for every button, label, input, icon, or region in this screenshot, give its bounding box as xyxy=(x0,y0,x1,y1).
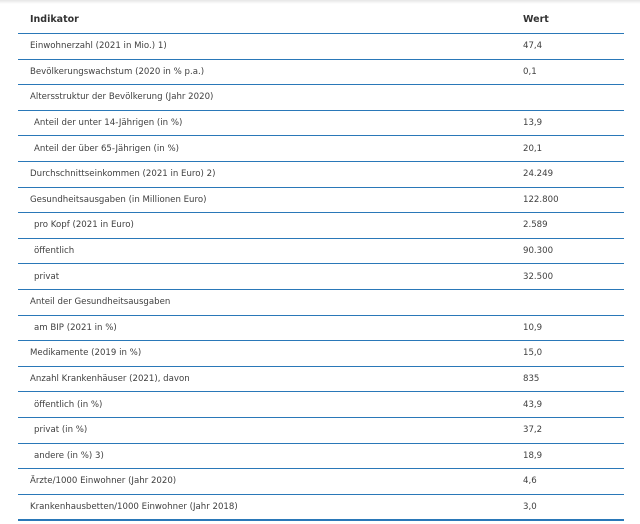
table-row xyxy=(18,85,624,111)
row-value: 37,2 xyxy=(523,425,543,436)
row-value: 15,0 xyxy=(523,348,543,359)
table-row xyxy=(18,264,624,290)
row-label: Ärzte/1000 Einwohner (Jahr 2020) xyxy=(30,476,177,487)
row-value: 4,6 xyxy=(523,476,537,487)
header-indicator: Indikator xyxy=(30,14,79,25)
row-label: Altersstruktur der Bevölkerung (Jahr 2020) xyxy=(30,92,214,103)
row-label: Medikamente (2019 in %) xyxy=(30,348,142,359)
table-row xyxy=(18,239,624,265)
table-row xyxy=(18,469,624,495)
row-value: 835 xyxy=(523,374,540,385)
table-row xyxy=(18,162,624,188)
table-row xyxy=(18,444,624,470)
row-label: pro Kopf (2021 in Euro) xyxy=(34,220,134,231)
row-label: andere (in %) 3) xyxy=(34,450,104,461)
row-label: Anteil der unter 14-Jährigen (in %) xyxy=(34,118,183,129)
row-value: 43,9 xyxy=(523,399,543,410)
table-row xyxy=(18,392,624,418)
row-value: 3,0 xyxy=(523,501,537,512)
top-shadow xyxy=(0,0,640,4)
table-row xyxy=(18,418,624,444)
row-value: 13,9 xyxy=(523,118,543,129)
row-value: 90.300 xyxy=(523,246,554,257)
row-label: privat (in %) xyxy=(34,425,88,436)
row-value: 0,1 xyxy=(523,66,537,77)
table-row xyxy=(18,213,624,239)
row-label: Anteil der Gesundheitsausgaben xyxy=(30,297,171,308)
table-row xyxy=(18,367,624,393)
indicator-table xyxy=(18,6,624,521)
row-value: 10,9 xyxy=(523,322,543,333)
row-label: privat xyxy=(34,271,60,282)
row-label: Durchschnittseinkommen (2021 in Euro) 2) xyxy=(30,169,216,180)
row-value: 32.500 xyxy=(523,271,554,282)
table-row xyxy=(18,290,624,316)
row-label: am BIP (2021 in %) xyxy=(34,322,117,333)
row-label: Einwohnerzahl (2021 in Mio.) 1) xyxy=(30,41,167,52)
header-value: Wert xyxy=(523,14,549,25)
row-label: öffentlich xyxy=(34,246,75,257)
row-value: 2.589 xyxy=(523,220,548,231)
row-value: 24.249 xyxy=(523,169,554,180)
row-value: 20,1 xyxy=(523,143,543,154)
row-label: Gesundheitsausgaben (in Millionen Euro) xyxy=(30,194,207,205)
table-header xyxy=(18,6,624,34)
row-label: Krankenhausbetten/1000 Einwohner (Jahr 2018) xyxy=(30,501,238,512)
table-row xyxy=(18,136,624,162)
row-value: 47,4 xyxy=(523,41,543,52)
row-label: Bevölkerungswachstum (2020 in % p.a.) xyxy=(30,66,205,77)
row-label: öffentlich (in %) xyxy=(34,399,103,410)
table-row xyxy=(18,316,624,342)
table-row xyxy=(18,111,624,137)
row-value: 18,9 xyxy=(523,450,543,461)
row-value: 122.800 xyxy=(523,194,559,205)
table-row xyxy=(18,495,624,522)
table-row xyxy=(18,34,624,60)
table-row xyxy=(18,60,624,86)
row-label: Anzahl Krankenhäuser (2021), davon xyxy=(30,374,190,385)
table-row xyxy=(18,188,624,214)
table-row xyxy=(18,341,624,367)
row-label: Anteil der über 65-Jährigen (in %) xyxy=(34,143,179,154)
